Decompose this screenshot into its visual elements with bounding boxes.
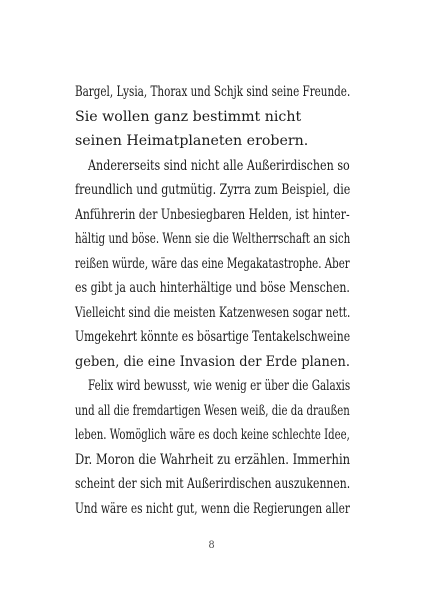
page-number: 8: [208, 540, 215, 551]
text-line: geben, die eine Invasion der Erde planen.: [75, 354, 350, 370]
text-line: es gibt ja auch hinterhältige und böse Menschen.: [75, 280, 350, 296]
text-line: Dr. Moron die Wahrheit zu erzählen. Immerhin: [75, 452, 351, 468]
text-line: hältig und böse. Wenn sie die Weltherrschaft an sich: [75, 231, 351, 247]
text-line: und all die fremdartigen Wesen weiß, die da draußen: [75, 403, 350, 419]
text-line: Anführerin der Unbesiegbaren Helden, ist hinter-: [75, 207, 350, 223]
text-line: Bargel, Lysia, Thorax und Schjk sind seine Freunde.: [75, 84, 351, 100]
text-line: Umgekehrt könnte es bösartige Tentakelschweine: [75, 329, 351, 345]
paragraph-first-line: Felix wird bewusst, wie wenig er über die Galaxis: [88, 378, 351, 394]
text-line: scheint der sich mit Außerirdischen auszukennen.: [75, 476, 351, 492]
text-line: Und wäre es nicht gut, wenn die Regierungen aller: [75, 501, 350, 517]
text-line: reißen würde, wäre das eine Megakatastrophe. Aber: [75, 256, 350, 272]
text-line: freundlich und gutmütig. Zyrra zum Beispiel, die: [75, 182, 351, 198]
text-line: Vielleicht sind die meisten Katzenwesen sogar nett.: [75, 305, 351, 321]
text-line: seinen Heimatplaneten erobern.: [75, 133, 309, 149]
paragraph-first-line: Andererseits sind nicht alle Außerirdischen so: [88, 158, 350, 174]
text-line: leben. Womöglich wäre es doch keine schlechte Idee,: [75, 427, 350, 443]
text-line: Sie wollen ganz bestimmt nicht: [75, 109, 302, 125]
